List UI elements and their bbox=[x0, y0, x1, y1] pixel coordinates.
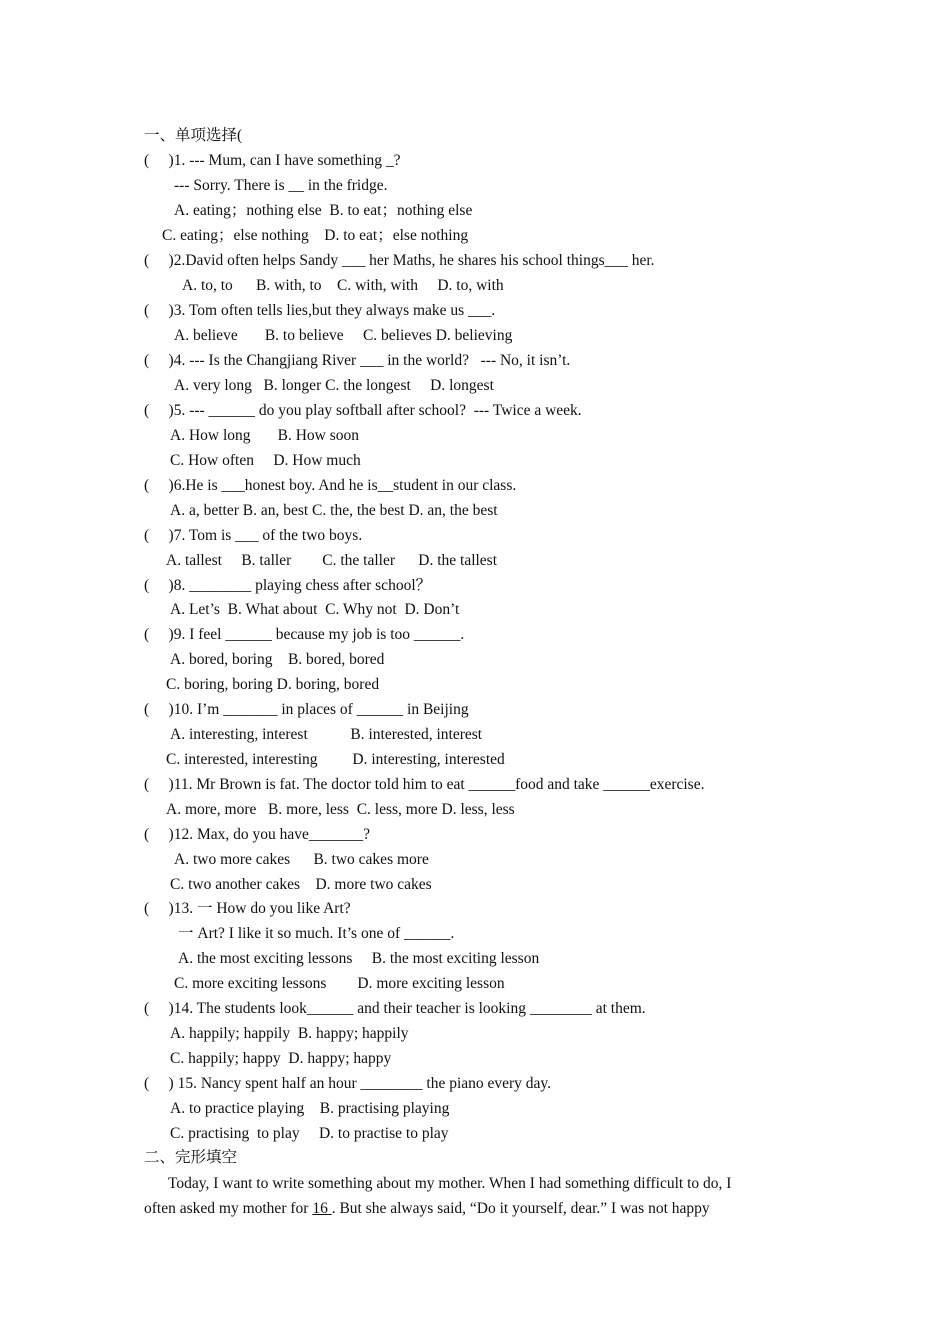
section-2-heading: 二、完形填空 bbox=[144, 1149, 238, 1166]
cloze-line-2-start: often asked my mother for bbox=[144, 1200, 313, 1217]
question-5-options: A. How long B. How soon bbox=[170, 427, 360, 444]
question-12: ( )12. Max, do you have_______? bbox=[144, 826, 370, 843]
question-15: ( ) 15. Nancy spent half an hour ________ the piano every day. bbox=[144, 1075, 552, 1092]
question-14-options: A. happily; happily B. happy; happily bbox=[170, 1025, 409, 1042]
question-1-options: A. eating；nothing else B. to eat；nothing else bbox=[174, 202, 473, 219]
question-10-options: C. interested, interesting D. interesting, interested bbox=[166, 751, 505, 768]
question-4: ( )4. --- Is the Changjiang River ___ in the world? --- No, it isn’t. bbox=[144, 352, 571, 369]
question-5-options: C. How often D. How much bbox=[170, 452, 361, 469]
question-9-options: A. bored, boring B. bored, bored bbox=[170, 651, 385, 668]
cloze-paragraph bbox=[144, 1171, 806, 1221]
cloze-blank-16: 16 bbox=[312, 1200, 332, 1217]
question-12-options: A. two more cakes B. two cakes more bbox=[174, 851, 429, 868]
question-15-options: C. practising to play D. to practise to play bbox=[170, 1125, 449, 1142]
question-2: ( )2.David often helps Sandy ___ her Maths, he shares his school things___ her. bbox=[144, 252, 655, 269]
question-13-options: A. the most exciting lessons B. the most exciting lesson bbox=[178, 950, 540, 967]
question-9-options: C. boring, boring D. boring, bored bbox=[166, 676, 380, 693]
question-7: ( )7. Tom is ___ of the two boys. bbox=[144, 527, 363, 544]
question-6: ( )6.He is ___honest boy. And he is__student in our class. bbox=[144, 477, 517, 494]
cloze-line-1: Today, I want to write something about my mother. When I had something difficult to do, I bbox=[168, 1175, 732, 1192]
question-13-options: C. more exciting lessons D. more exciting lesson bbox=[174, 975, 505, 992]
question-11-options: A. more, more B. more, less C. less, more D. less, less bbox=[166, 801, 515, 818]
question-6-options: A. a, better B. an, best C. the, the best D. an, the best bbox=[170, 502, 498, 519]
question-10: ( )10. I’m _______ in places of ______ in Beijing bbox=[144, 701, 469, 718]
question-4-options: A. very long B. longer C. the longest D. longest bbox=[174, 377, 494, 394]
question-14: ( )14. The students look______ and their teacher is looking ________ at them. bbox=[144, 1000, 646, 1017]
question-3: ( )3. Tom often tells lies,but they always make us ___. bbox=[144, 302, 496, 319]
question-3-options: A. believe B. to believe C. believes D. believing bbox=[174, 327, 513, 344]
question-12-options: C. two another cakes D. more two cakes bbox=[170, 876, 432, 893]
question-1-line: --- Sorry. There is __ in the fridge. bbox=[174, 177, 388, 194]
question-14-options: C. happily; happy D. happy; happy bbox=[170, 1050, 392, 1067]
question-10-options: A. interesting, interest B. interested, interest bbox=[170, 726, 483, 743]
question-11: ( )11. Mr Brown is fat. The doctor told him to eat ______food and take ______exercise. bbox=[144, 776, 705, 793]
question-15-options: A. to practice playing B. practising playing bbox=[170, 1100, 450, 1117]
question-1-options: C. eating；else nothing D. to eat；else nothing bbox=[162, 227, 469, 244]
question-13: ( )13. 一 How do you like Art? bbox=[144, 900, 351, 917]
question-5: ( )5. --- ______ do you play softball after school? --- Twice a week. bbox=[144, 402, 582, 419]
cloze-line-2-end: . But she always said, “Do it yourself, dear.” I was not happy bbox=[331, 1200, 710, 1217]
question-7-options: A. tallest B. taller C. the taller D. the tallest bbox=[166, 552, 498, 569]
question-13-line: 一 Art? I like it so much. It’s one of ______. bbox=[178, 925, 455, 942]
question-2-options: A. to, to B. with, to C. with, with D. to, with bbox=[182, 277, 504, 294]
section-1-heading: 一、单项选择( bbox=[144, 127, 243, 144]
question-8: ( )8. ________ playing chess after school？ bbox=[144, 577, 432, 594]
question-9: ( )9. I feel ______ because my job is too ______. bbox=[144, 626, 465, 643]
question-1: ( )1. --- Mum, can I have something _? bbox=[144, 152, 401, 169]
question-8-options: A. Let’s B. What about C. Why not D. Don’t bbox=[170, 601, 460, 618]
